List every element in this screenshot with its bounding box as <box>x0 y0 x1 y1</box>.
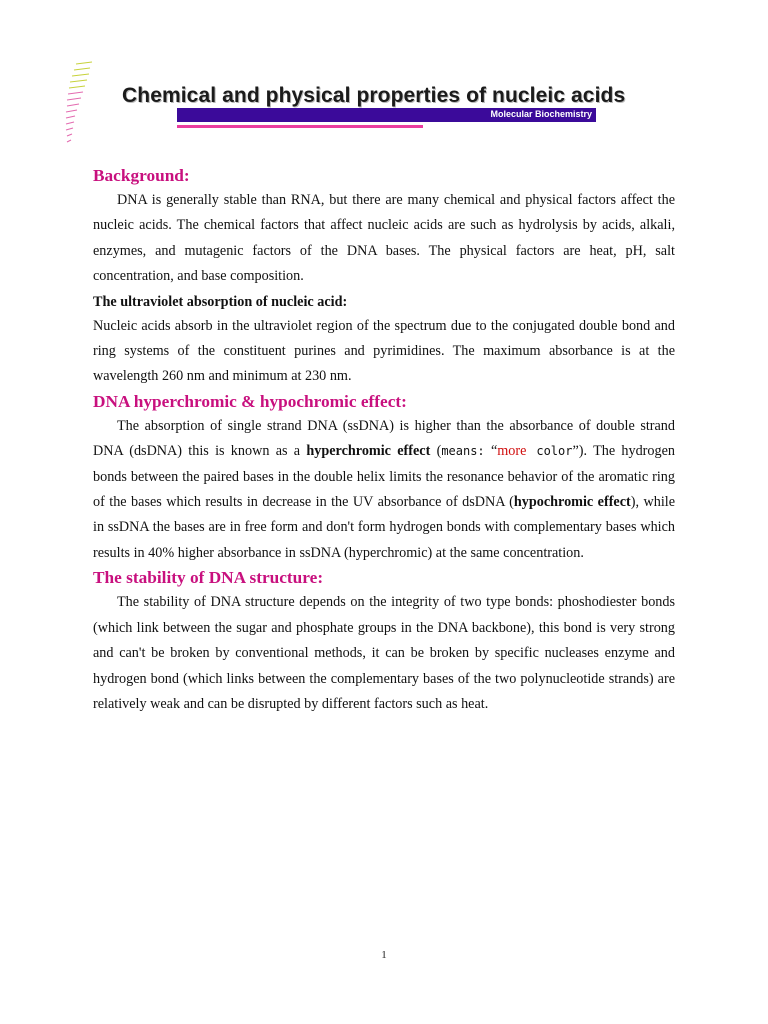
paragraph-hyperchromic <box>93 414 675 566</box>
color-word: color <box>526 444 573 459</box>
page-number: 1 <box>381 949 387 961</box>
document-title: Chemical and physical properties of nucleic acids <box>122 84 626 107</box>
text-run: ( <box>430 443 442 460</box>
more-word: more <box>497 443 527 460</box>
paragraph-dna-stability: The stability of DNA structure depends on the integrity of two type bonds: phoshodiester bonds (which link between the sugar and phosphate groups in the DNA backbone), this bond is very strong and can't be broken by conventional methods, it can be broken by specific nucleases enzyme and hydrogen bond (which links between the complementary bases of the two polynucleotide strands) are relatively weak and can be disrupted by different factors such as heat. <box>93 594 675 712</box>
dna-helix-icon <box>62 60 98 152</box>
text-run: “ <box>484 443 498 460</box>
text-run: ”). The hydrogen bonds between the paired bases in the double helix limits the resonance behavior of the aromatic ring of the bases which results in decrease in the UV absorbance of dsDNA ( <box>93 443 675 511</box>
paragraph-uv-absorption: Nucleic acids absorb in the ultraviolet region of the spectrum due to the conjugated double bond and ring systems of the constituent purines and pyrimidines. The maximum absorbance is at the wavelength 260 nm and minimum at 230 nm. <box>93 317 675 385</box>
title-underline <box>177 125 423 128</box>
heading-background: Background: <box>93 166 190 185</box>
title-banner <box>177 108 596 122</box>
heading-hyperchromic: DNA hyperchromic & hypochromic effect: <box>93 391 407 411</box>
text-run: The absorption of single strand DNA (ssDNA) is higher than the absorbance of double strand DNA (dsDNA) this is known as a <box>93 417 675 460</box>
text-run: ), while in ssDNA the bases are in free form and don't form hydrogen bonds with complementary bases which results in 40% higher absorbance in ssDNA (hyperchromic) at the same concentration. <box>93 494 675 561</box>
document-body <box>93 164 675 717</box>
document-subtitle: Molecular Biochemistry <box>490 109 592 119</box>
term-hyperchromic: hyperchromic effect <box>306 443 431 460</box>
heading-dna-stability: The stability of DNA structure: <box>93 568 324 588</box>
term-hypochromic: hypochromic effect <box>513 494 631 511</box>
heading-uv-absorption: The ultraviolet absorption of nucleic acid: <box>93 293 348 310</box>
paragraph-background: DNA is generally stable than RNA, but there are many chemical and physical factors affect the nucleic acids. The chemical factors that affect nucleic acids are such as hydrolysis by acids, alkali, enzymes, and mutagenic factors of the DNA bases. The physical factors are heat, pH, salt concentration, and base composition. <box>93 192 675 285</box>
means-label: means: <box>441 444 485 459</box>
